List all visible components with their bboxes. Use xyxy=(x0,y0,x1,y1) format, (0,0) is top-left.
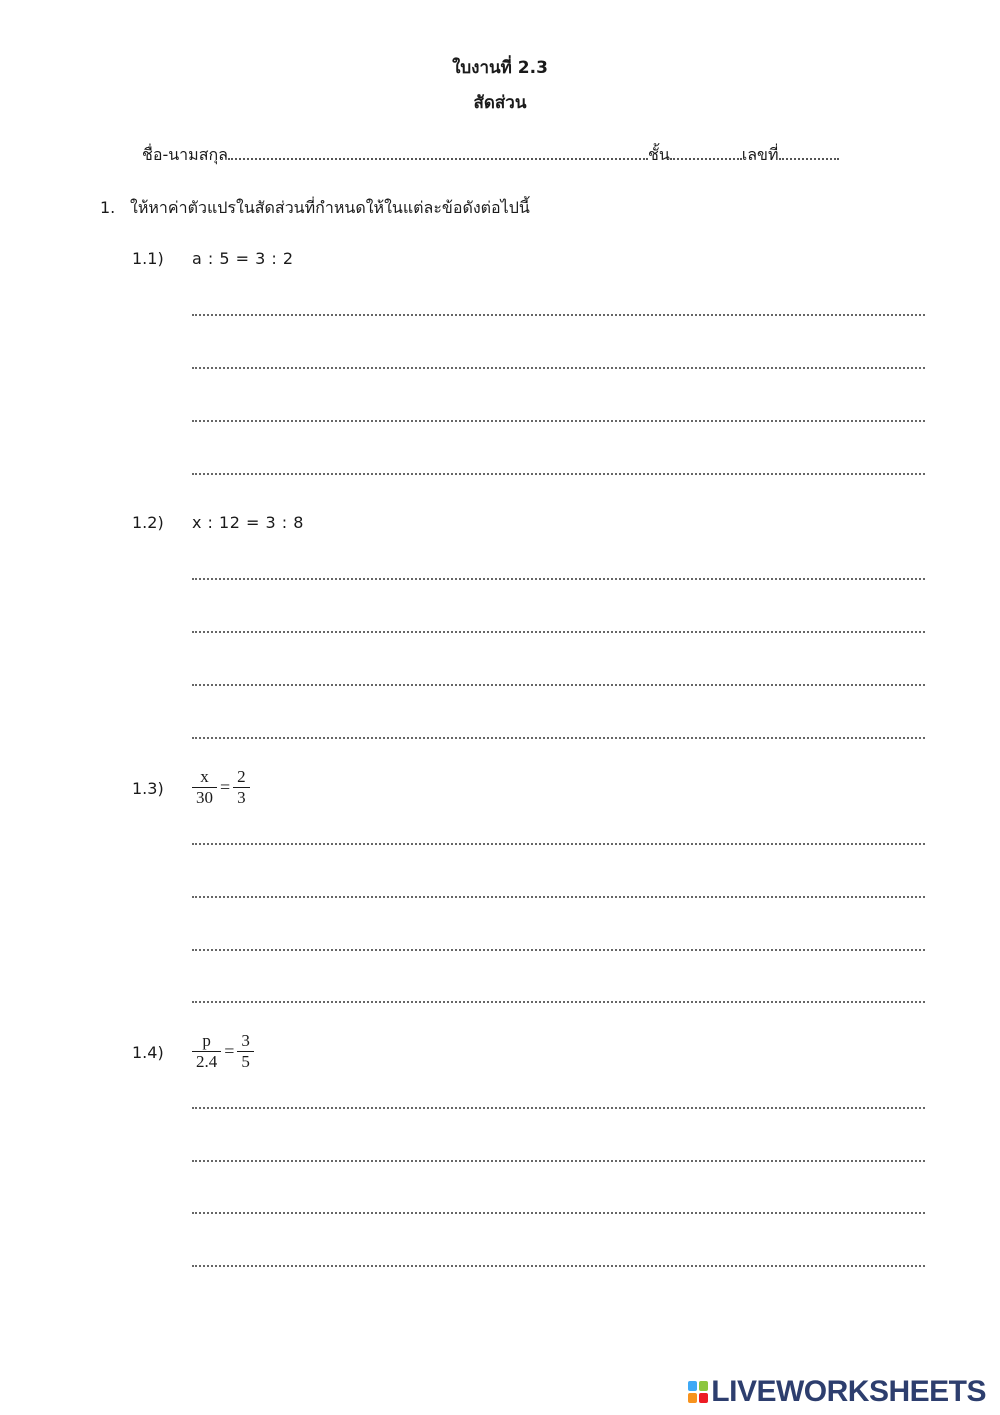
number-label: เลขที่ xyxy=(741,145,779,164)
answer-line[interactable] xyxy=(192,1212,925,1214)
answer-line[interactable] xyxy=(192,420,925,422)
question-expression: a : 5 = 3 : 2 xyxy=(192,249,294,268)
answer-line[interactable] xyxy=(192,578,925,580)
answer-line[interactable] xyxy=(192,896,925,898)
instruction-number: 1. xyxy=(100,198,116,217)
worksheet-title: ใบงานที่ 2.3 xyxy=(452,58,548,78)
answer-line[interactable] xyxy=(192,843,925,845)
name-label: ชื่อ-นามสกุล xyxy=(142,145,228,164)
question-number: 1.4) xyxy=(132,1043,164,1062)
denominator: 3 xyxy=(233,787,250,808)
answer-line[interactable] xyxy=(192,314,925,316)
question-number: 1.2) xyxy=(132,513,164,532)
answer-line[interactable] xyxy=(192,1265,925,1267)
answer-line[interactable] xyxy=(192,737,925,739)
numerator: 2 xyxy=(237,767,246,786)
worksheet-subtitle: สัดส่วน xyxy=(473,93,527,113)
logo-square xyxy=(688,1393,697,1403)
name-field[interactable] xyxy=(228,145,648,160)
question-expression: x : 12 = 3 : 8 xyxy=(192,513,304,532)
denominator: 2.4 xyxy=(192,1051,221,1072)
numerator: 3 xyxy=(241,1031,250,1050)
instruction xyxy=(100,196,530,221)
right-fraction xyxy=(237,1031,254,1072)
question-number: 1.1) xyxy=(132,249,164,268)
answer-line[interactable] xyxy=(192,684,925,686)
logo-square xyxy=(688,1381,697,1391)
answer-line[interactable] xyxy=(192,473,925,475)
numerator: p xyxy=(202,1031,211,1050)
answer-line[interactable] xyxy=(192,631,925,633)
logo-text: LIVEWORKSHEETS xyxy=(711,1375,986,1408)
logo-square xyxy=(699,1381,708,1391)
logo-square xyxy=(699,1393,708,1403)
liveworksheets-logo[interactable] xyxy=(688,1375,986,1409)
answer-line[interactable] xyxy=(192,1001,925,1003)
left-fraction xyxy=(192,1031,221,1072)
right-fraction xyxy=(233,767,250,808)
answer-line[interactable] xyxy=(192,1160,925,1162)
class-field[interactable] xyxy=(670,145,742,160)
class-label: ชั้น xyxy=(647,145,670,164)
answer-line[interactable] xyxy=(192,1107,925,1109)
answer-line[interactable] xyxy=(192,367,925,369)
question-number: 1.3) xyxy=(132,779,164,798)
answer-line[interactable] xyxy=(192,949,925,951)
fraction-equation xyxy=(192,767,250,808)
denominator: 30 xyxy=(192,787,217,808)
numerator: x xyxy=(200,767,209,786)
equals-sign: = xyxy=(220,777,231,797)
number-field[interactable] xyxy=(779,145,839,160)
fraction-equation xyxy=(192,1031,254,1072)
left-fraction xyxy=(192,767,217,808)
instruction-text: ให้หาค่าตัวแปรในสัดส่วนที่กำหนดให้ในแต่ละข้อดังต่อไปนี้ xyxy=(130,198,530,217)
student-info-row xyxy=(142,143,862,168)
logo-mark-icon xyxy=(688,1381,708,1403)
equals-sign: = xyxy=(224,1041,235,1061)
denominator: 5 xyxy=(237,1051,254,1072)
